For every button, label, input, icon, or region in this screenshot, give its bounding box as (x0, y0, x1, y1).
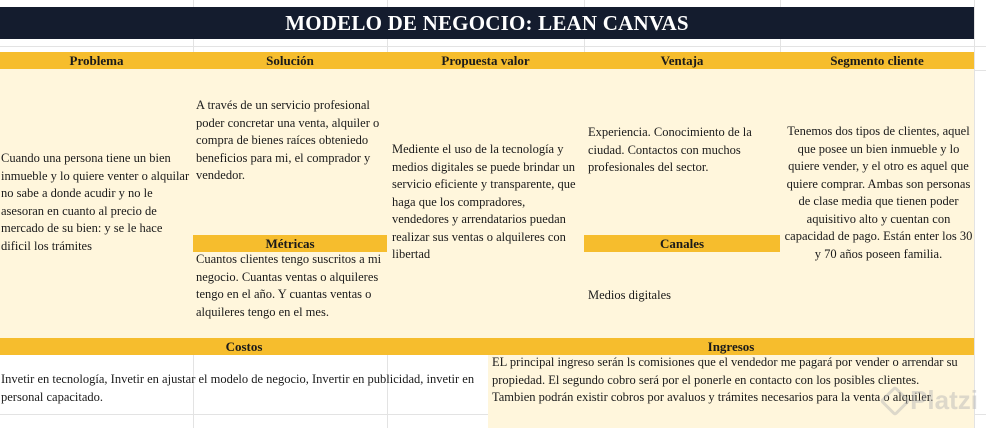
header-costos: Costos (0, 338, 488, 355)
header-ingresos: Ingresos (488, 338, 974, 355)
platzi-logo-icon (880, 385, 911, 416)
ingresos-text: EL principal ingreso serán ls comisiones que el vendedor me pagará por vender o arrendar su propiedad. El segundo cobro será por el ponerle en contacto con los posibles clientes. Tambien podrán existir cobros por avaluos y trámites necesarios para la venta o alquiler. (492, 355, 958, 404)
header-ventaja: Ventaja (584, 52, 780, 69)
canales-text: Medios digitales (588, 288, 671, 302)
header-problema: Problema (0, 52, 193, 69)
propuesta-text: Mediente el uso de la tecnología y medios digitales se puede brindar un servicio eficiente y transparente, que haga que los compradores, vendedores y arrendatarios puedan realizar sus ventas o alquileres con libertad (392, 142, 576, 261)
problema-text: Cuando una persona tiene un bien inmueble y lo quiere venter o alquilar no sabe a donde acudir y no le asesoran en cuanto al precio de mercado de su bien: y se le hace dificil los trámites (1, 151, 190, 253)
segmento-text: Tenemos dos tipos de clientes, aquel que posee un bien inmueble y lo quiere vender, y el otro es aquel que quiere comprar. Ambas son personas de clase media que tienen poder aquisitivo alto y cuentan con capacidad de pago. Están enter los 30 y 70 años poseen familia. (784, 124, 973, 261)
solucion-text: A través de un servicio profesional poder concretar una venta, alquiler o compra de bienes raíces obteniedo beneficios para mi, el comprador y vendedor. (196, 98, 380, 182)
metricas-text: Cuantos clientes tengo suscritos a mi negocio. Cuantas ventas o alquileres tengo en el año. Y cuantas ventas o alquileres tengo en el mes. (196, 252, 382, 319)
header-propuesta: Propuesta valor (387, 52, 584, 69)
header-segmento: Segmento cliente (780, 52, 974, 69)
watermark-text: Platzi (910, 385, 978, 415)
costos-text: Invetir en tecnología, Invetir en ajustar el modelo de negocio, Invertir en publicidad, invetir en personal capacitado. (1, 372, 475, 404)
header-canales: Canales (584, 235, 780, 252)
canvas-title: MODELO DE NEGOCIO: LEAN CANVAS (0, 7, 974, 39)
platzi-watermark (884, 385, 978, 416)
header-solucion: Solución (193, 52, 387, 69)
ventaja-text: Experiencia. Conocimiento de la ciudad. Contactos con muchos profesionales del sector. (588, 125, 752, 174)
header-metricas: Métricas (193, 235, 387, 252)
